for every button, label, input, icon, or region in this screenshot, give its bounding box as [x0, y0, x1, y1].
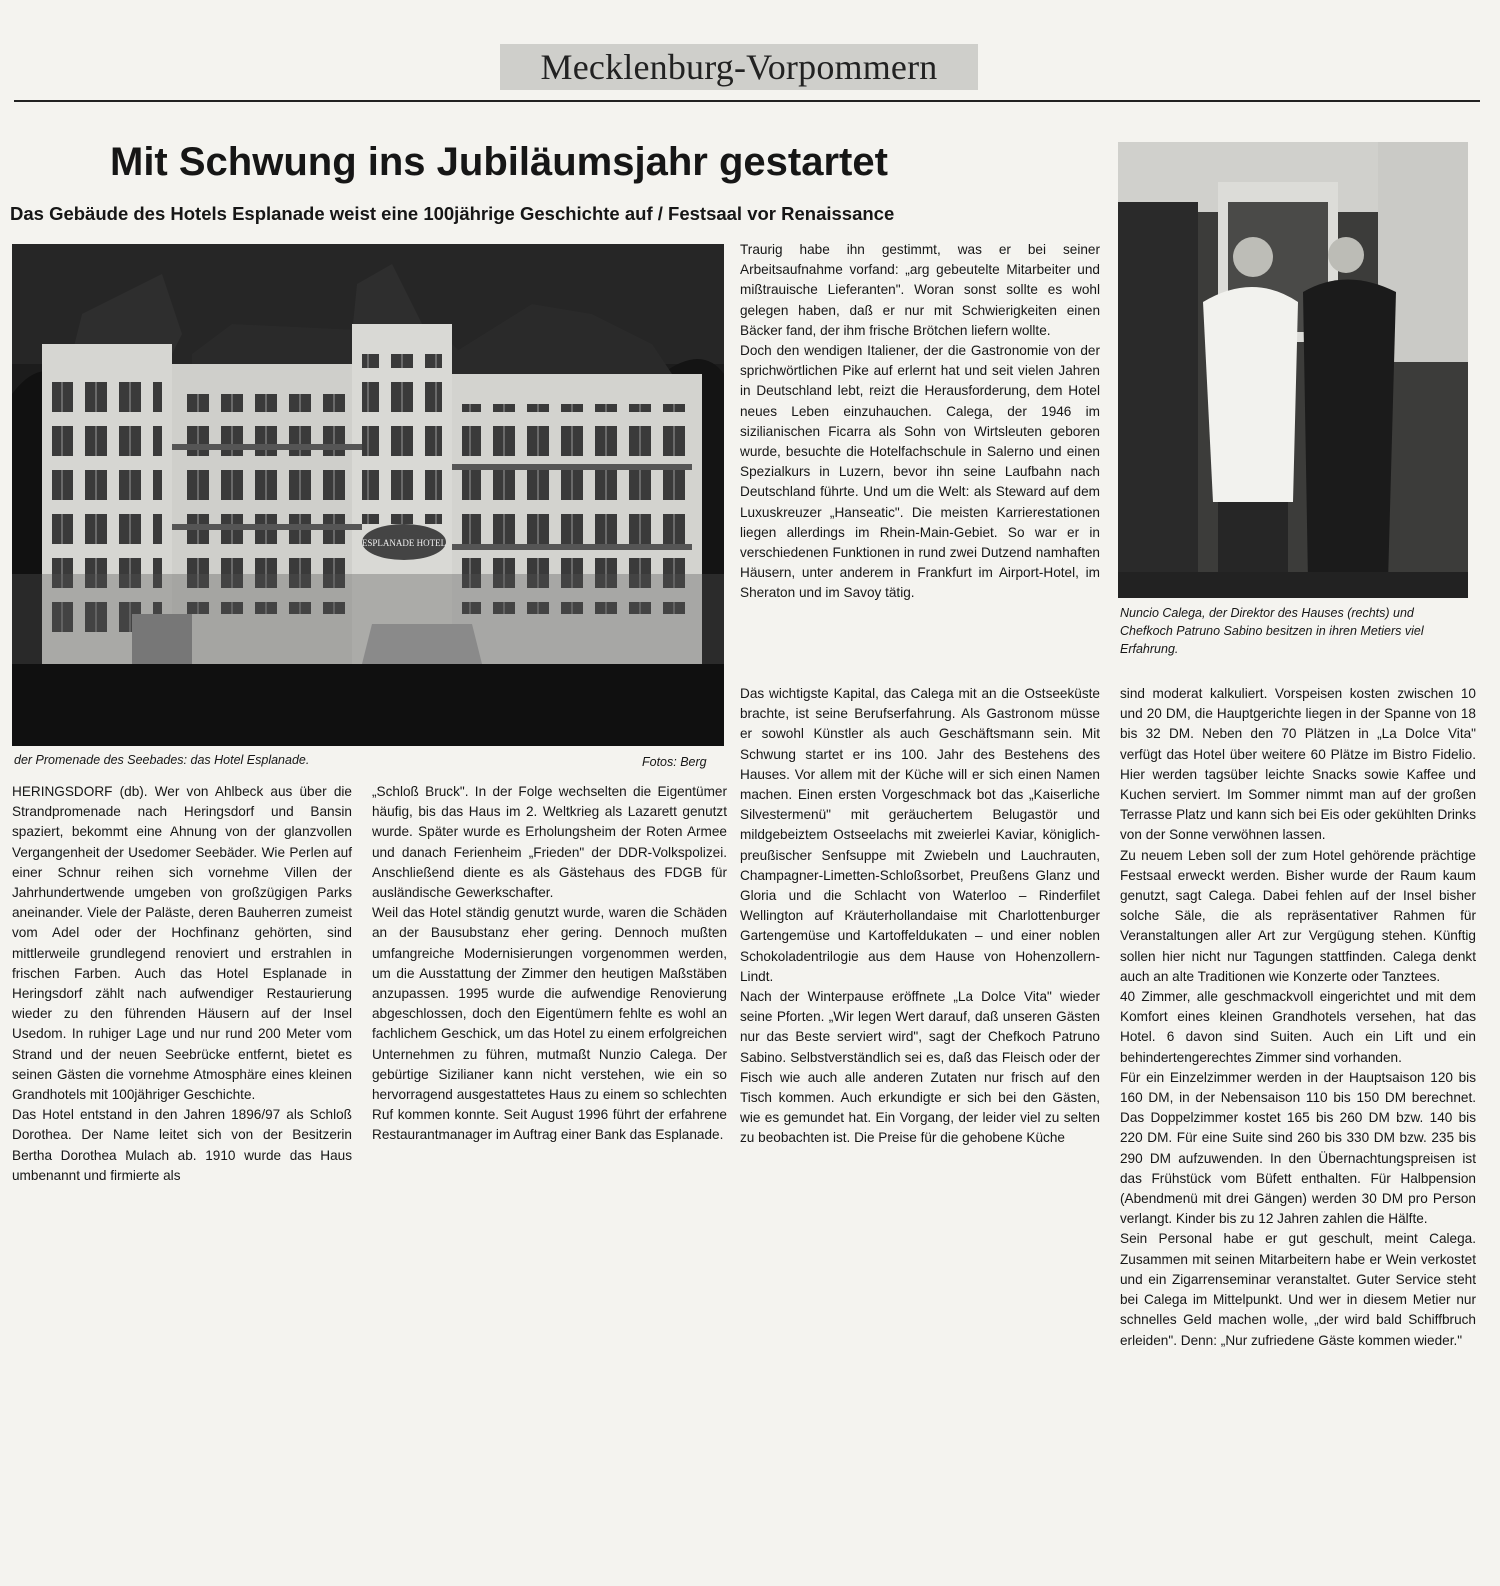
headline: Mit Schwung ins Jubiläumsjahr gestartet: [110, 140, 888, 184]
staff-photo-caption: Nuncio Calega, der Direktor des Hauses (rechts) und Chefkoch Patruno Sabino besitzen in ihren Metiers viel Erfahrung.: [1120, 606, 1424, 656]
paragraph: Zu neuem Leben soll der zum Hotel gehörende prächtige Festsaal erweckt werden. Bisher wurde der Raum kaum genutzt, sagt Calega. Dabei fehlen auf der Insel bisher solche Säle, die als repräsentativer Rahmen für Veranstaltungen aller Art zur Vergügung stehen. Künftig sollen hier nicht nur Tagungen stattfinden. Calega denkt auch an alte Traditionen wie Konzerte oder Tanztees.: [1120, 847, 1476, 984]
paragraph: Sein Personal habe er gut geschult, meint Calega. Zusammen mit seinen Mitarbeitern habe er Wein verkostet und ein Zigarrenseminar veranstaltet. Guter Service steht bei Calega im Mittelpunkt. Und wer in diesem Metier nur schnelles Geld machen wolle, „der wird bald Schiffbruch erleiden". Denn: „Nur zufriedene Gäste kommen wieder.": [1120, 1231, 1476, 1348]
paragraph: „Schloß Bruck". In der Folge wechselten die Eigentümer häufig, bis das Haus im 2. Weltkrieg als Lazarett genutzt wurde. Später wurde es Erholungsheim der Roten Armee und danach Ferienheim „Frieden" der DDR-Volkspolizei. Anschließend diente es als Gästehaus des FDGB für ausländische Gewerkschafter.: [372, 784, 727, 901]
article-column-4: [1120, 684, 1476, 1351]
paragraph: HERINGSDORF (db). Wer von Ahlbeck aus über die Strandpromenade nach Heringsdorf und Bansin spaziert, bekommt eine Ahnung von der glanzvollen Vergangenheit der Usedomer Seebäder. Wie Perlen auf einer Schnur reihen sich vornehme Villen der Jahrhundertwende umgeben von großzügigen Parks aneinander. Viele der Paläste, deren Bauherren zumeist vom Adel oder der Hochfinanz gehörten, sind mittlerweile grundlegend renoviert und erstrahlen in frischen Farben. Auch das Hotel Esplanade in Heringsdorf zählt nach aufwendiger Restaurierung wieder zu den führenden Häusern auf der Insel Usedom. In ruhiger Lage und nur rund 200 Meter vom Strand und der neuen Seebrücke entfernt, bietet es seinen Gästen die vornehme Atmosphäre eines kleinen Grandhotels mit 100jähriger Geschichte.: [12, 784, 352, 1103]
paragraph: Das Hotel entstand in den Jahren 1896/97 als Schloß Dorothea. Der Name leitet sich von der Besitzerin Bertha Dorothea Mulach ab. 1910 wurde das Haus umbenannt und firmierte als: [12, 1107, 352, 1183]
paragraph: sind moderat kalkuliert. Vorspeisen kosten zwischen 10 und 20 DM, die Hauptgerichte liegen in der Spanne von 18 bis 32 DM. Neben den 70 Plätzen in „La Dolce Vita" verfügt das Hotel über weitere 60 Plätze im Bistro Fidelio. Hier werden tagsüber leichte Snacks sowie Kaffee und Kuchen serviert. Im Sommer nimmt man auf der großen Terrasse Platz und kann sich bei Eis oder gekühlten Drinks von der Sonne verwöhnen lassen.: [1120, 686, 1476, 843]
photo-credit: Fotos: Berg: [642, 755, 707, 769]
paragraph: Nach der Winterpause eröffnete „La Dolce Vita" wieder seine Pforten. „Wir legen Wert darauf, daß unseren Gästen nur das Beste serviert wird", sagt der Chefkoch Patruno Sabino. Selbstverständlich sei es, daß das Fleisch oder der Fisch wie auch alle anderen Zutaten nur frisch auf den Tisch kommen. Auch erkundigte er sich bei den Gästen, wie es gemundet hat. Ein Vorgang, der leider viel zu selten zu beobachten ist. Die Preise für die gehobene Küche: [740, 989, 1100, 1146]
hotel-building-illustration: [12, 244, 724, 746]
article-column-2: [372, 782, 727, 1146]
article-column-3-top: [740, 240, 1100, 604]
hotel-esplanade-photo: [12, 244, 724, 746]
paragraph: 40 Zimmer, alle geschmackvoll eingerichtet und mit dem Komfort eines kleinen Grandhotels versehen, hat das Hotel. 6 davon sind Suiten. Auch ein Lift und ein behindertengerechtes Zimmer sind vorhanden.: [1120, 989, 1476, 1065]
article-column-1: [12, 782, 352, 1186]
article-column-3-bottom: [740, 684, 1100, 1149]
paragraph: Für ein Einzelzimmer werden in der Hauptsaison 120 bis 160 DM, in der Nebensaison 110 bis 150 DM berechnet. Das Doppelzimmer kostet 165 bis 260 DM bzw. 140 bis 220 DM. Für eine Suite sind 260 bis 330 DM bzw. 235 bis 290 DM aufzuwenden. In den Übernachtungspreisen ist das Frühstück vom Büfett enthalten. Für Halbpension (Abendmenü mit drei Gängen) werden 30 DM pro Person verlangt. Kinder bis zu 12 Jahren zahlen die Hälfte.: [1120, 1069, 1476, 1227]
paragraph: Doch den wendigen Italiener, der die Gastronomie von der sprichwörtlichen Pike auf erlernt hat und seit vielen Jahren in Deutschland lebt, reizt die Herausforderung, dem Hotel neues Leben einzuhauchen. Calega, der 1946 im sizilianischen Ficarra als Sohn von Wirtsleuten geboren wurde, besuchte die Hotelfachschule in Salerno und einen Spezialkurs in Luzern, bevor ihn seine Laufbahn nach Deutschland führte. Und um die Welt: als Steward auf dem Luxuskreuzer „Hanseatic". Die meisten Karrierestationen liegen allerdings im Rhein-Main-Gebiet. So war er in verschiedenen Funktionen in rund zwei Dutzend namhaften Häusern, unter anderem in Frankfurt im Airport-Hotel, im Sheraton und im Savoy tätig.: [740, 343, 1100, 601]
paragraph: Weil das Hotel ständig genutzt wurde, waren die Schäden an der Bausubstanz eher gering. Dennoch mußten umfangreiche Modernisierungen vorgenommen werden, um die Ausstattung der Zimmer den heutigen Maßstäben anzupassen. 1995 wurde die aufwendige Renovierung abgeschlossen, doch den Eigentümern fehlte es wohl an fachlichem Geschick, um das Hotel zu einem erfolgreichen Unternehmen zu führen, mutmaßt Nunzio Calega. Der gebürtige Sizilianer kann nicht verstehen, wie ein so hervorragend ausgestattetes Haus zu einem so schlechten Ruf kommen konnte. Seit August 1996 führt der erfahrene Restaurantmanager im Auftrag einer Bank das Esplanade.: [372, 905, 727, 1143]
hotel-photo-caption: der Promenade des Seebades: das Hotel Esplanade.: [14, 753, 310, 767]
paragraph: Traurig habe ihn gestimmt, was er bei seiner Arbeitsaufnahme vorfand: „arg gebeutelte Mitarbeiter und mißtrauische Lieferanten". Woran sonst sollte es wohl gelegen haben, daß er nur mit Schwierigkeiten einen Bäcker fand, der ihm frische Brötchen liefern wollte.: [740, 242, 1100, 338]
paragraph: Das wichtigste Kapital, das Calega mit an die Ostseeküste brachte, ist seine Berufserfahrung. Als Gastronom müsse er sowohl Künstler als auch Geschäftsmann sein. Mit Schwung startet er ins 100. Jahr des Bestehens des Hauses. Vor allem mit der Küche will er sich einen Namen machen. Einen ersten Vorgeschmack bot das „Kaiserliche Silvestermenü" mit geräuchertem Belugastör und mildgebeiztem Ostseelachs mit zweierlei Kaviar, königlich-preußischer Senfsuppe mit Zwiebeln und Lauchrauten, Champagner-Limetten-Schloßsorbet, Preußens Glanz und Gloria und die Schlacht von Waterloo – Rinderfilet Wellington auf Kräuterhollandaise mit Charlottenburger Gartengemüse und Kartoffeldukaten – und einer noblen Schokoladentrilogie aus dem Hause von Hohenzollern-Lindt.: [740, 686, 1100, 984]
section-header: Mecklenburg-Vorpommern: [500, 44, 978, 90]
staff-photo: [1118, 142, 1468, 598]
hotel-sign-text: ESPLANADE HOTEL: [361, 538, 447, 548]
subheadline: Das Gebäude des Hotels Esplanade weist eine 100jährige Geschichte auf / Festsaal vor Renaissance: [10, 203, 895, 224]
director-and-chef-illustration: [1118, 142, 1468, 598]
header-rule: [14, 100, 1480, 102]
